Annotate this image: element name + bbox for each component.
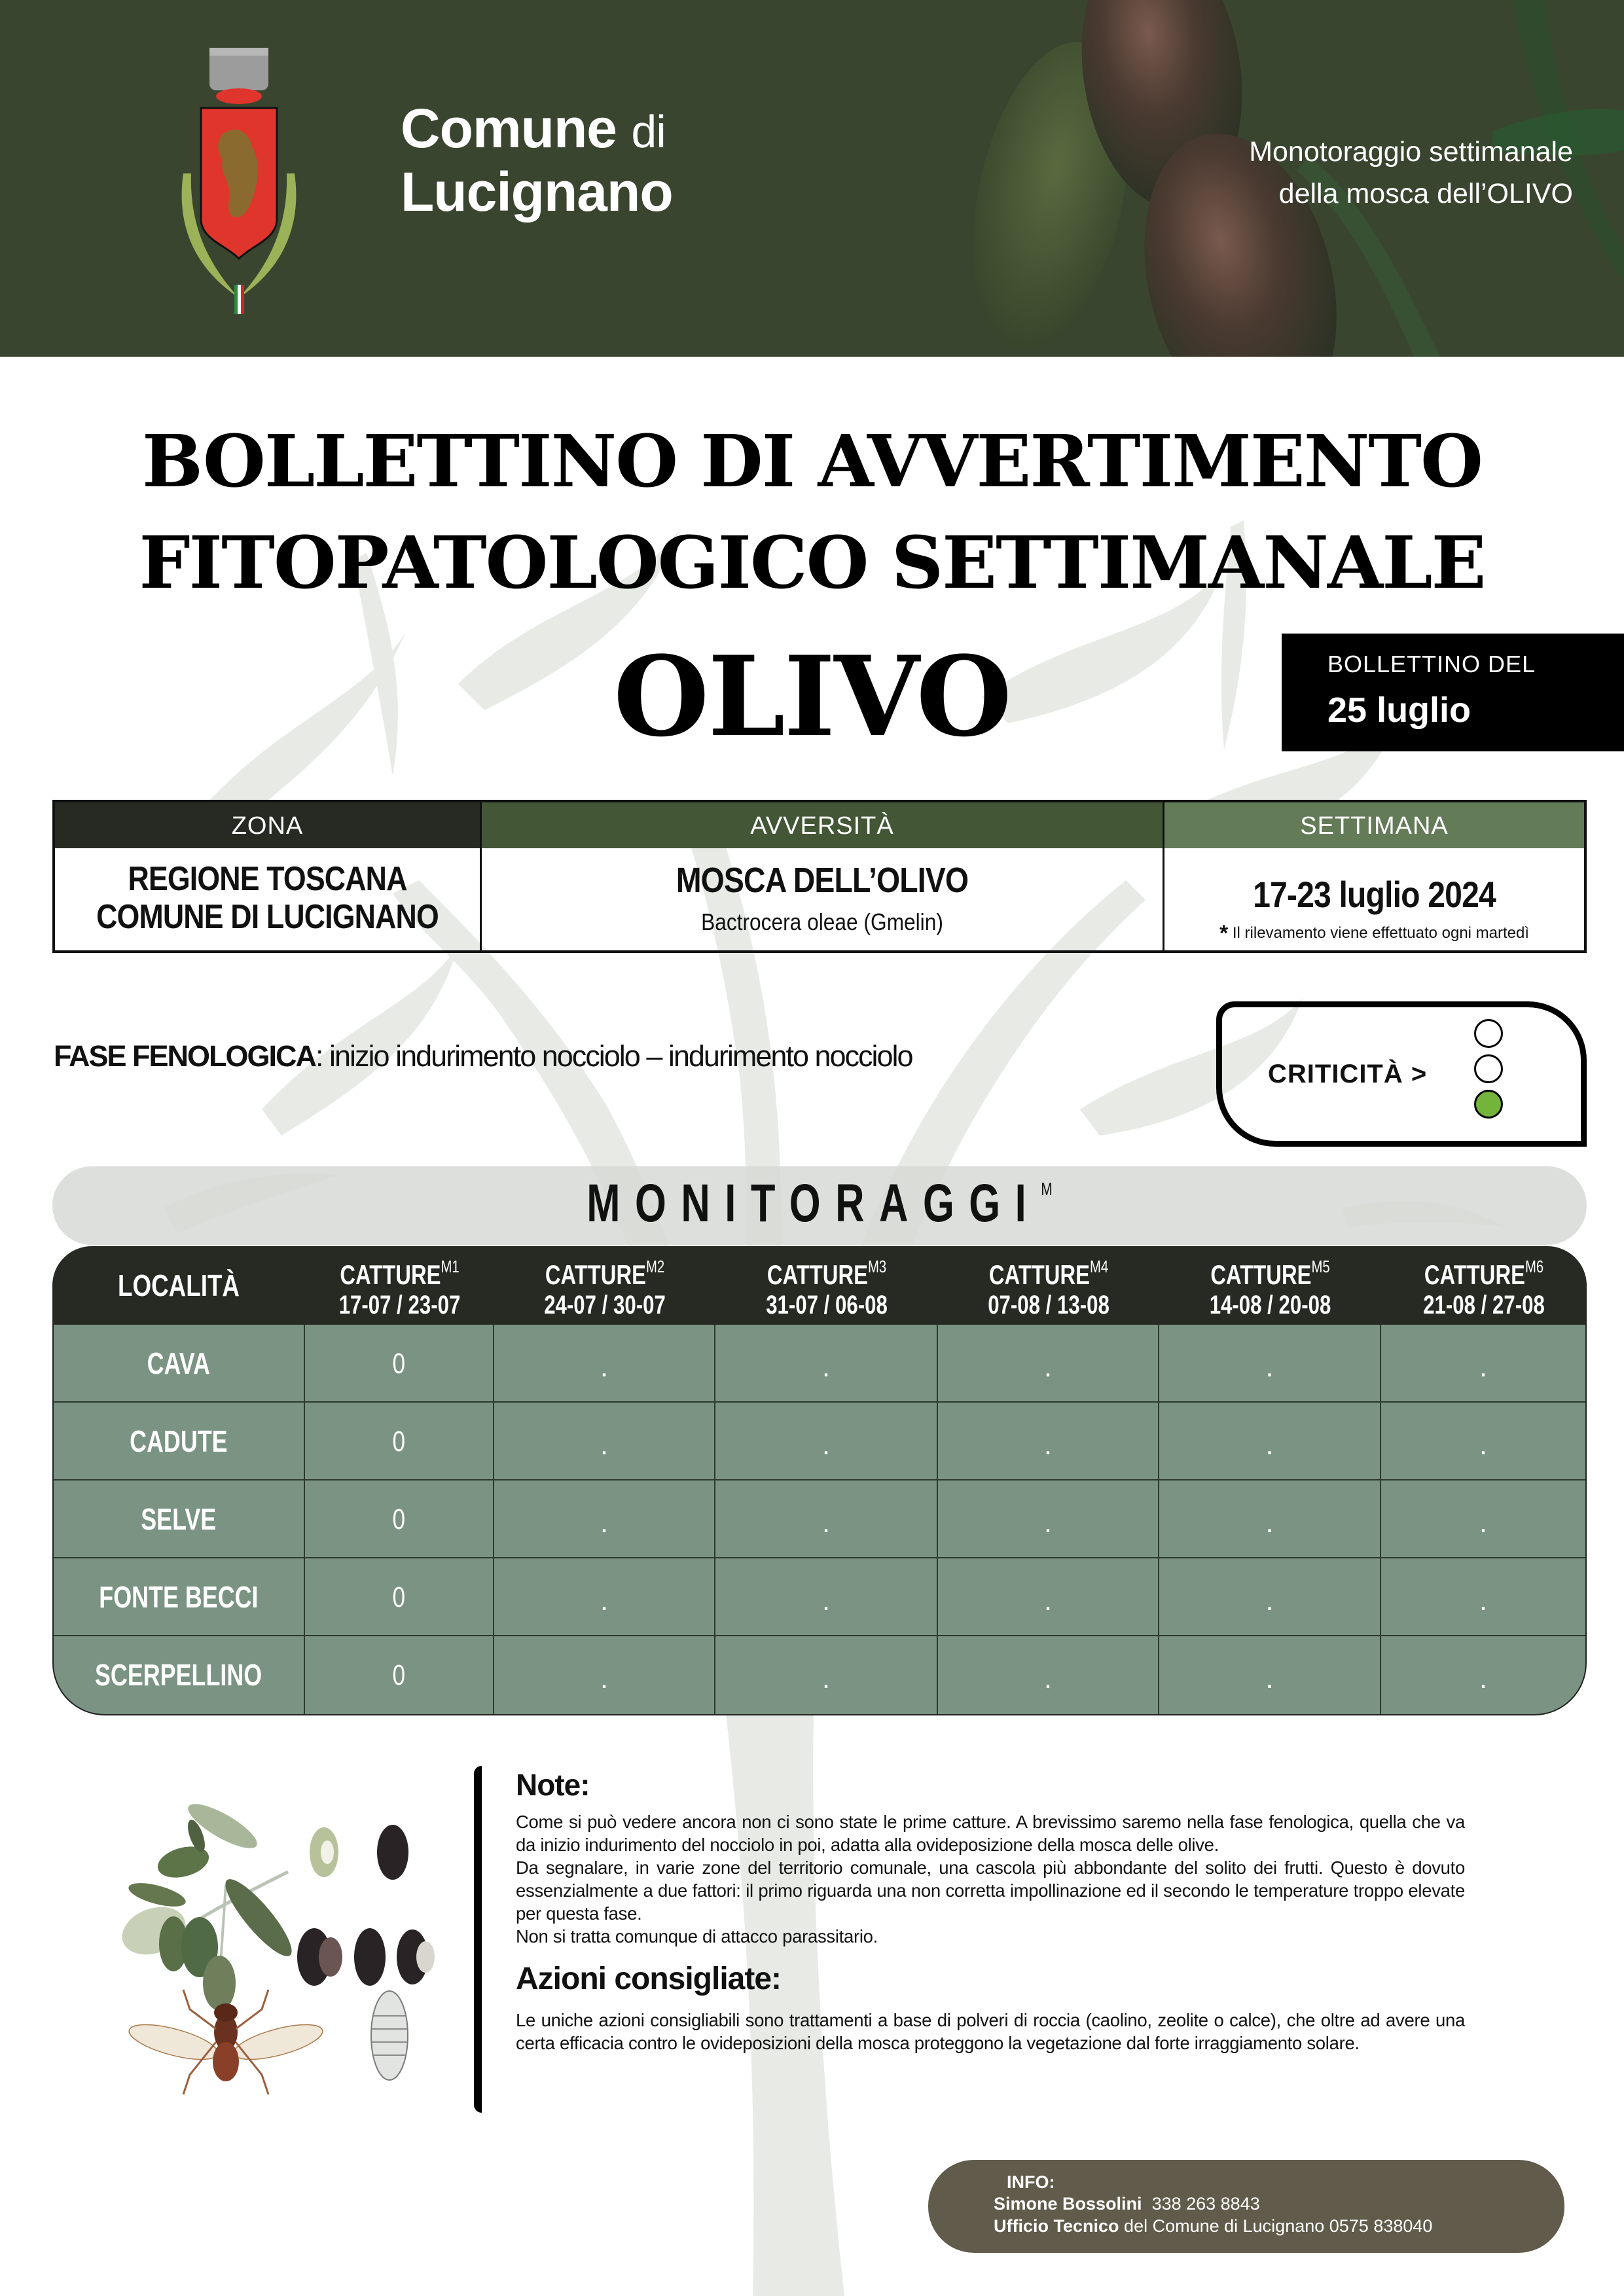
col-header-m2 bbox=[494, 1246, 715, 1325]
col-label: CATTURE bbox=[767, 1259, 868, 1290]
col-header-m3 bbox=[715, 1246, 938, 1325]
col-sup: M3 bbox=[867, 1256, 887, 1276]
actions-text: Le uniche azioni consigliabili sono trattamenti a base di polveri di roccia (caolino, zeolite o calce), che oltre ad avere una certa efficacia contro le ovideposizioni della mosca proteggono la vegetazione dal forte irraggiamento solare. bbox=[516, 2010, 1465, 2053]
fase-value: : inizio indurimento nocciolo – indurimento nocciolo bbox=[316, 1039, 912, 1073]
criticita-light-off-icon bbox=[1474, 1019, 1503, 1048]
brand-lucignano: Lucignano bbox=[401, 161, 673, 223]
brand-comune: Comune bbox=[401, 98, 617, 159]
cell-m5: . bbox=[1159, 1558, 1381, 1635]
contact-line-2 bbox=[994, 2215, 1564, 2237]
page-title-line1: BOLLETTINO DI AVVERTIMENTO bbox=[142, 419, 1482, 503]
fase-label: FASE FENOLOGICA bbox=[54, 1039, 316, 1073]
info-label: INFO: bbox=[1007, 2172, 1055, 2192]
settimana-note bbox=[1164, 916, 1584, 946]
brand-di: di bbox=[631, 106, 666, 157]
monitoraggi-table-header bbox=[52, 1246, 1587, 1325]
monitoraggi-title-text: MONITORAGGI bbox=[586, 1174, 1041, 1233]
cell-localita: SELVE bbox=[54, 1480, 305, 1557]
info-col-zona bbox=[55, 802, 482, 950]
col-dates: 17-07 / 23-07 bbox=[338, 1290, 461, 1319]
criticita-light-off-icon bbox=[1474, 1054, 1503, 1083]
tagline-line1: Monotoraggio settimanale bbox=[1249, 136, 1573, 168]
cell-localita: FONTE BECCI bbox=[54, 1558, 305, 1635]
contact2-details: del Comune di Lucignano 0575 838040 bbox=[1124, 2216, 1433, 2236]
cell-m5: . bbox=[1159, 1325, 1381, 1401]
info-col-avversita bbox=[482, 802, 1164, 950]
cell-m3: . bbox=[715, 1403, 938, 1479]
zona-header: ZONA bbox=[55, 802, 480, 848]
col-dates: 21-08 / 27-08 bbox=[1423, 1290, 1545, 1319]
criticita-indicator bbox=[1216, 1001, 1587, 1147]
monitoraggi-title bbox=[244, 1173, 1395, 1234]
cell-m3: . bbox=[715, 1636, 938, 1714]
criticita-light-green-icon bbox=[1474, 1090, 1503, 1119]
contact-info-box bbox=[928, 2160, 1564, 2253]
cell-m3: . bbox=[715, 1558, 938, 1635]
col-header-m6 bbox=[1381, 1246, 1587, 1325]
notes-paragraph: Da segnalare, in varie zone del territorio comunale, una cascola più abbondante del solito dei frutti. Questo è dovuto essenzialmente a due fattori: il primo riguarda una non corretta impollinazione ed il secondo le temperature troppo elevate per questa fase. bbox=[516, 1857, 1465, 1924]
col-sup: M5 bbox=[1311, 1256, 1330, 1276]
cell-localita: CAVA bbox=[54, 1325, 305, 1401]
contact1-phone: 338 263 8843 bbox=[1151, 2194, 1260, 2214]
col-sup: M6 bbox=[1525, 1256, 1544, 1276]
cell-m1: 0 bbox=[305, 1325, 494, 1401]
cell-m1: 0 bbox=[305, 1480, 494, 1557]
cell-m1: 0 bbox=[305, 1636, 494, 1714]
col-sup: M1 bbox=[441, 1256, 460, 1276]
col-sup: M2 bbox=[645, 1256, 665, 1276]
cell-m6: . bbox=[1479, 1662, 1488, 1695]
contact2-name: Ufficio Tecnico bbox=[994, 2216, 1119, 2236]
col-label: CATTURE bbox=[988, 1259, 1090, 1290]
bollettino-label: BOLLETTINO DEL bbox=[1327, 651, 1536, 677]
info-table bbox=[52, 800, 1587, 953]
zona-line1: REGIONE TOSCANA bbox=[128, 860, 407, 898]
cell-m1: 0 bbox=[305, 1403, 494, 1479]
bollettino-date-box bbox=[1282, 634, 1624, 751]
cell-m2: . bbox=[494, 1403, 715, 1479]
bollettino-date: 25 luglio bbox=[1327, 691, 1471, 730]
cell-m4: . bbox=[938, 1325, 1159, 1401]
cell-m4: . bbox=[938, 1480, 1159, 1557]
cell-m5: . bbox=[1159, 1480, 1381, 1557]
brand-name bbox=[401, 98, 673, 222]
avversita-name: MOSCA DELL’OLIVO bbox=[676, 861, 969, 900]
info-col-settimana bbox=[1164, 802, 1584, 950]
tagline-line2: della mosca dell’OLIVO bbox=[1278, 178, 1573, 209]
cell-localita: CADUTE bbox=[54, 1403, 305, 1479]
cell-m4: . bbox=[938, 1403, 1159, 1479]
table-row bbox=[54, 1403, 1585, 1480]
col-header-m1 bbox=[305, 1246, 494, 1325]
cell-m5: . bbox=[1159, 1403, 1381, 1479]
settimana-header: SETTIMANA bbox=[1164, 802, 1584, 848]
olive-fly-illustration bbox=[111, 1787, 452, 2101]
col-header-m4 bbox=[938, 1246, 1159, 1325]
zona-line2: COMUNE DI LUCIGNANO bbox=[96, 898, 439, 936]
cell-m6: . bbox=[1479, 1351, 1488, 1383]
col-label: CATTURE bbox=[1424, 1259, 1525, 1290]
contact-line-1 bbox=[994, 2193, 1564, 2215]
col-dates: 07-08 / 13-08 bbox=[988, 1290, 1110, 1319]
notes-paragraph: Non si tratta comunque di attacco parassitario. bbox=[516, 1926, 878, 1946]
actions-title: Azioni consigliate: bbox=[516, 1962, 782, 1996]
criticita-label: CRITICITÀ > bbox=[1268, 1060, 1428, 1088]
cell-m2: . bbox=[494, 1480, 715, 1557]
notes-title: Note: bbox=[516, 1768, 590, 1802]
header-tagline bbox=[1249, 131, 1573, 215]
municipal-crest-icon bbox=[164, 43, 340, 317]
monitoraggi-table bbox=[52, 1246, 1587, 1715]
col-label: CATTURE bbox=[1210, 1259, 1312, 1290]
crop-title: OLIVO bbox=[613, 632, 1011, 761]
cell-m5: . bbox=[1159, 1636, 1381, 1714]
cell-m6: . bbox=[1479, 1429, 1488, 1461]
cell-m4: . bbox=[938, 1558, 1159, 1635]
cell-localita: SCERPELLINO bbox=[54, 1636, 305, 1714]
fase-fenologica bbox=[54, 1039, 912, 1073]
monitoraggi-title-sup: M bbox=[1041, 1179, 1053, 1199]
avversita-scientific: Bactrocera oleae (Gmelin) bbox=[701, 908, 943, 935]
cell-m3: . bbox=[715, 1325, 938, 1401]
cell-m6: . bbox=[1479, 1507, 1488, 1539]
col-dates: 14-08 / 20-08 bbox=[1209, 1290, 1331, 1319]
cell-m3: . bbox=[715, 1480, 938, 1557]
cell-m2: . bbox=[494, 1325, 715, 1401]
col-label: CATTURE bbox=[545, 1259, 646, 1290]
table-row bbox=[54, 1325, 1585, 1403]
notes-accent-bar bbox=[474, 1766, 482, 2113]
col-sup: M4 bbox=[1089, 1256, 1109, 1276]
page-title-line2: FITOPATOLOGICO SETTIMANALE bbox=[139, 520, 1485, 605]
col-dates: 24-07 / 30-07 bbox=[544, 1290, 666, 1319]
avversita-header: AVVERSITÀ bbox=[482, 802, 1163, 848]
cell-m2: . bbox=[494, 1636, 715, 1714]
col-header-m5 bbox=[1159, 1246, 1381, 1325]
col-label: CATTURE bbox=[340, 1259, 441, 1290]
asterisk: * bbox=[1219, 921, 1229, 946]
contact1-name: Simone Bossolini bbox=[994, 2194, 1142, 2214]
header-banner bbox=[0, 0, 1624, 357]
settimana-range: 17-23 luglio 2024 bbox=[1253, 874, 1496, 915]
cell-m6: . bbox=[1479, 1585, 1488, 1617]
col-header-localita: LOCALITÀ bbox=[117, 1268, 240, 1302]
monitoraggi-table-body bbox=[52, 1325, 1587, 1715]
notes-paragraph: Come si può vedere ancora non ci sono state le prime catture. A brevissimo saremo nella fase fenologica, quella che va da inizio indurimento del nocciolo in poi, adatta alla ovideposizione della mosca delle olive. bbox=[516, 1812, 1465, 1855]
table-row bbox=[54, 1636, 1585, 1714]
notes-section bbox=[516, 1767, 1465, 2054]
monitoraggi-title-bar bbox=[52, 1166, 1587, 1245]
col-dates: 31-07 / 06-08 bbox=[766, 1290, 888, 1319]
table-row bbox=[54, 1480, 1585, 1558]
cell-m2: . bbox=[494, 1558, 715, 1635]
table-row bbox=[54, 1558, 1585, 1636]
settimana-note-text: Il rilevamento viene effettuato ogni martedì bbox=[1232, 924, 1530, 942]
cell-m4: . bbox=[938, 1636, 1159, 1714]
zona-value bbox=[84, 848, 450, 936]
cell-m1: 0 bbox=[305, 1558, 494, 1635]
